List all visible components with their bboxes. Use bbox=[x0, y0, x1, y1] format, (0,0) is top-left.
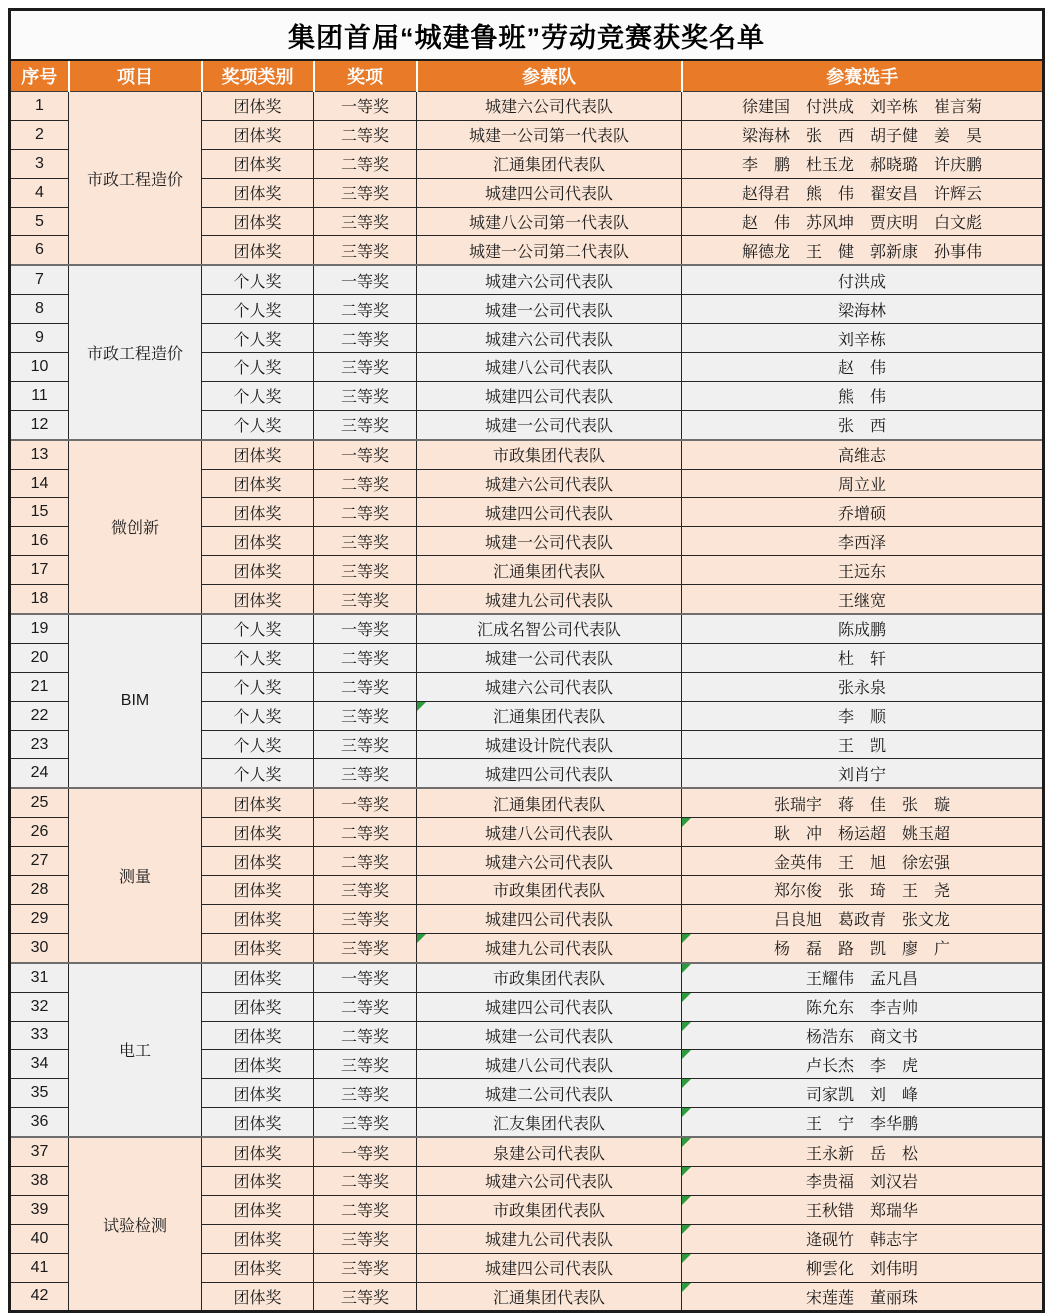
row-number-cell: 22 bbox=[10, 701, 69, 730]
team-name-cell: 城建六公司代表队 bbox=[417, 672, 682, 701]
team-name-cell: 城建六公司代表队 bbox=[417, 324, 682, 353]
award-level-cell: 三等奖 bbox=[314, 1050, 417, 1079]
award-level-cell: 三等奖 bbox=[314, 207, 417, 236]
project-cell: 电工 bbox=[69, 963, 202, 1137]
award-category-cell: 个人奖 bbox=[202, 701, 314, 730]
award-category-cell: 团体奖 bbox=[202, 1282, 314, 1312]
players-cell: 王远东 bbox=[682, 556, 1044, 585]
row-number-cell: 13 bbox=[10, 440, 69, 469]
players-cell: 逄砚竹 韩志宇 bbox=[682, 1224, 1044, 1253]
award-level-cell: 三等奖 bbox=[314, 410, 417, 439]
award-category-cell: 团体奖 bbox=[202, 1108, 314, 1137]
row-number-cell: 34 bbox=[10, 1050, 69, 1079]
row-number-cell: 16 bbox=[10, 527, 69, 556]
row-number-cell: 27 bbox=[10, 847, 69, 876]
table-row bbox=[10, 1137, 1044, 1166]
project-cell: 微创新 bbox=[69, 440, 202, 614]
awards-sheet bbox=[8, 8, 1042, 1313]
team-name-cell: 城建八公司代表队 bbox=[417, 818, 682, 847]
award-level-cell: 三等奖 bbox=[314, 381, 417, 410]
award-category-cell: 团体奖 bbox=[202, 527, 314, 556]
column-header: 项目 bbox=[69, 60, 202, 92]
row-number-cell: 2 bbox=[10, 120, 69, 149]
award-level-cell: 三等奖 bbox=[314, 585, 417, 614]
players-cell: 张瑞宇 蒋 佳 张 璇 bbox=[682, 788, 1044, 817]
row-number-cell: 41 bbox=[10, 1253, 69, 1282]
award-category-cell: 个人奖 bbox=[202, 324, 314, 353]
team-name-cell: 汇成名智公司代表队 bbox=[417, 614, 682, 643]
players-cell: 李 鹏 杜玉龙 郝晓璐 许庆鹏 bbox=[682, 149, 1044, 178]
players-cell: 陈成鹏 bbox=[682, 614, 1044, 643]
team-name-cell: 汇通集团代表队 bbox=[417, 149, 682, 178]
award-level-cell: 三等奖 bbox=[314, 1108, 417, 1137]
team-name-cell: 城建九公司代表队 bbox=[417, 1224, 682, 1253]
award-level-cell: 三等奖 bbox=[314, 236, 417, 265]
players-cell: 杨 磊 路 凯 廖 广 bbox=[682, 933, 1044, 962]
award-level-cell: 三等奖 bbox=[314, 1282, 417, 1312]
team-name-cell: 汇通集团代表队 bbox=[417, 1282, 682, 1312]
comment-marker-icon bbox=[682, 934, 691, 943]
team-name-cell: 城建二公司代表队 bbox=[417, 1079, 682, 1108]
award-category-cell: 团体奖 bbox=[202, 1195, 314, 1224]
award-category-cell: 团体奖 bbox=[202, 788, 314, 817]
column-header: 参赛队 bbox=[417, 60, 682, 92]
comment-marker-icon bbox=[682, 1022, 691, 1031]
award-category-cell: 个人奖 bbox=[202, 759, 314, 788]
award-category-cell: 团体奖 bbox=[202, 207, 314, 236]
players-cell: 王 凯 bbox=[682, 730, 1044, 759]
row-number-cell: 20 bbox=[10, 643, 69, 672]
players-cell: 吕良旭 葛政青 张文龙 bbox=[682, 904, 1044, 933]
award-level-cell: 二等奖 bbox=[314, 324, 417, 353]
award-category-cell: 团体奖 bbox=[202, 904, 314, 933]
players-cell: 张 西 bbox=[682, 410, 1044, 439]
award-level-cell: 一等奖 bbox=[314, 265, 417, 294]
project-cell: 测量 bbox=[69, 788, 202, 962]
award-level-cell: 三等奖 bbox=[314, 759, 417, 788]
team-name-cell: 城建设计院代表队 bbox=[417, 730, 682, 759]
award-level-cell: 三等奖 bbox=[314, 904, 417, 933]
award-level-cell: 三等奖 bbox=[314, 701, 417, 730]
award-level-cell: 三等奖 bbox=[314, 353, 417, 382]
players-cell: 高维志 bbox=[682, 440, 1044, 469]
players-cell: 陈允东 李吉帅 bbox=[682, 992, 1044, 1021]
team-name-cell: 城建四公司代表队 bbox=[417, 1253, 682, 1282]
team-name-cell: 城建九公司代表队 bbox=[417, 585, 682, 614]
row-number-cell: 17 bbox=[10, 556, 69, 585]
award-level-cell: 一等奖 bbox=[314, 614, 417, 643]
column-header: 参赛选手 bbox=[682, 60, 1044, 92]
award-category-cell: 团体奖 bbox=[202, 1021, 314, 1050]
row-number-cell: 5 bbox=[10, 207, 69, 236]
header-row bbox=[10, 60, 1044, 92]
players-cell: 赵 伟 bbox=[682, 353, 1044, 382]
players-cell: 金英伟 王 旭 徐宏强 bbox=[682, 847, 1044, 876]
team-name-cell: 城建八公司代表队 bbox=[417, 353, 682, 382]
comment-marker-icon bbox=[682, 964, 691, 973]
players-cell: 赵得君 熊 伟 翟安昌 许辉云 bbox=[682, 178, 1044, 207]
team-name-cell: 市政集团代表队 bbox=[417, 1195, 682, 1224]
team-name-cell: 城建四公司代表队 bbox=[417, 178, 682, 207]
team-name-cell: 汇通集团代表队 bbox=[417, 701, 682, 730]
comment-marker-icon bbox=[682, 993, 691, 1002]
award-category-cell: 团体奖 bbox=[202, 847, 314, 876]
row-number-cell: 9 bbox=[10, 324, 69, 353]
players-cell: 李贵福 刘汉岩 bbox=[682, 1166, 1044, 1195]
award-level-cell: 二等奖 bbox=[314, 992, 417, 1021]
award-level-cell: 二等奖 bbox=[314, 469, 417, 498]
award-category-cell: 团体奖 bbox=[202, 469, 314, 498]
players-cell: 赵 伟 苏风坤 贾庆明 白文彪 bbox=[682, 207, 1044, 236]
team-name-cell: 城建一公司代表队 bbox=[417, 643, 682, 672]
comment-marker-icon bbox=[682, 1050, 691, 1059]
row-number-cell: 32 bbox=[10, 992, 69, 1021]
team-name-cell: 城建六公司代表队 bbox=[417, 469, 682, 498]
row-number-cell: 25 bbox=[10, 788, 69, 817]
award-level-cell: 二等奖 bbox=[314, 1166, 417, 1195]
team-name-cell: 城建四公司代表队 bbox=[417, 759, 682, 788]
project-cell: 试验检测 bbox=[69, 1137, 202, 1312]
players-cell: 周立业 bbox=[682, 469, 1044, 498]
row-number-cell: 8 bbox=[10, 295, 69, 324]
team-name-cell: 城建四公司代表队 bbox=[417, 904, 682, 933]
column-header: 奖项类别 bbox=[202, 60, 314, 92]
team-name-cell: 城建六公司代表队 bbox=[417, 847, 682, 876]
award-category-cell: 团体奖 bbox=[202, 1166, 314, 1195]
comment-marker-icon bbox=[682, 1254, 691, 1263]
column-header: 序号 bbox=[10, 60, 69, 92]
award-category-cell: 个人奖 bbox=[202, 410, 314, 439]
award-category-cell: 团体奖 bbox=[202, 933, 314, 962]
award-level-cell: 三等奖 bbox=[314, 730, 417, 759]
row-number-cell: 18 bbox=[10, 585, 69, 614]
team-name-cell: 城建八公司代表队 bbox=[417, 1050, 682, 1079]
award-level-cell: 二等奖 bbox=[314, 149, 417, 178]
players-cell: 李西泽 bbox=[682, 527, 1044, 556]
team-name-cell: 城建四公司代表队 bbox=[417, 498, 682, 527]
award-category-cell: 团体奖 bbox=[202, 992, 314, 1021]
players-cell: 司家凯 刘 峰 bbox=[682, 1079, 1044, 1108]
table-row bbox=[10, 963, 1044, 992]
row-number-cell: 39 bbox=[10, 1195, 69, 1224]
comment-marker-icon bbox=[682, 818, 691, 827]
players-cell: 宋莲莲 董丽珠 bbox=[682, 1282, 1044, 1312]
award-category-cell: 团体奖 bbox=[202, 498, 314, 527]
comment-marker-icon bbox=[682, 1167, 691, 1176]
players-cell: 刘辛栋 bbox=[682, 324, 1044, 353]
project-cell: 市政工程造价 bbox=[69, 92, 202, 266]
players-cell: 梁海林 张 西 胡子健 姜 昊 bbox=[682, 120, 1044, 149]
team-name-cell: 城建六公司代表队 bbox=[417, 1166, 682, 1195]
players-cell: 杨浩东 商文书 bbox=[682, 1021, 1044, 1050]
award-level-cell: 三等奖 bbox=[314, 527, 417, 556]
row-number-cell: 1 bbox=[10, 92, 69, 121]
row-number-cell: 24 bbox=[10, 759, 69, 788]
award-level-cell: 三等奖 bbox=[314, 1253, 417, 1282]
players-cell: 柳雲化 刘伟明 bbox=[682, 1253, 1044, 1282]
row-number-cell: 26 bbox=[10, 818, 69, 847]
award-level-cell: 三等奖 bbox=[314, 876, 417, 905]
award-level-cell: 二等奖 bbox=[314, 847, 417, 876]
players-cell: 解德龙 王 健 郭新康 孙事伟 bbox=[682, 236, 1044, 265]
award-level-cell: 二等奖 bbox=[314, 120, 417, 149]
players-cell: 熊 伟 bbox=[682, 381, 1044, 410]
row-number-cell: 35 bbox=[10, 1079, 69, 1108]
row-number-cell: 28 bbox=[10, 876, 69, 905]
row-number-cell: 38 bbox=[10, 1166, 69, 1195]
award-category-cell: 个人奖 bbox=[202, 381, 314, 410]
row-number-cell: 40 bbox=[10, 1224, 69, 1253]
team-name-cell: 市政集团代表队 bbox=[417, 876, 682, 905]
players-cell: 张永泉 bbox=[682, 672, 1044, 701]
row-number-cell: 23 bbox=[10, 730, 69, 759]
comment-marker-icon bbox=[682, 1225, 691, 1234]
title-row bbox=[10, 10, 1044, 61]
table-row bbox=[10, 788, 1044, 817]
award-level-cell: 一等奖 bbox=[314, 1137, 417, 1166]
team-name-cell: 汇通集团代表队 bbox=[417, 788, 682, 817]
row-number-cell: 29 bbox=[10, 904, 69, 933]
award-category-cell: 个人奖 bbox=[202, 643, 314, 672]
team-name-cell: 城建一公司代表队 bbox=[417, 295, 682, 324]
comment-marker-icon bbox=[682, 1108, 691, 1117]
award-category-cell: 团体奖 bbox=[202, 1050, 314, 1079]
team-name-cell: 城建九公司代表队 bbox=[417, 933, 682, 962]
players-cell: 付洪成 bbox=[682, 265, 1044, 294]
table-row bbox=[10, 440, 1044, 469]
team-name-cell: 城建一公司第二代表队 bbox=[417, 236, 682, 265]
team-name-cell: 城建六公司代表队 bbox=[417, 92, 682, 121]
awards-table-body bbox=[10, 92, 1044, 1312]
players-cell: 王 宁 李华鹏 bbox=[682, 1108, 1044, 1137]
award-level-cell: 二等奖 bbox=[314, 295, 417, 324]
team-name-cell: 城建一公司代表队 bbox=[417, 410, 682, 439]
award-level-cell: 三等奖 bbox=[314, 933, 417, 962]
row-number-cell: 4 bbox=[10, 178, 69, 207]
award-level-cell: 二等奖 bbox=[314, 1021, 417, 1050]
team-name-cell: 城建一公司第一代表队 bbox=[417, 120, 682, 149]
row-number-cell: 37 bbox=[10, 1137, 69, 1166]
award-level-cell: 二等奖 bbox=[314, 1195, 417, 1224]
award-level-cell: 一等奖 bbox=[314, 440, 417, 469]
players-cell: 王耀伟 孟凡昌 bbox=[682, 963, 1044, 992]
players-cell: 王继宽 bbox=[682, 585, 1044, 614]
award-level-cell: 三等奖 bbox=[314, 556, 417, 585]
award-category-cell: 团体奖 bbox=[202, 178, 314, 207]
row-number-cell: 21 bbox=[10, 672, 69, 701]
award-level-cell: 一等奖 bbox=[314, 788, 417, 817]
players-cell: 徐建国 付洪成 刘辛栋 崔言菊 bbox=[682, 92, 1044, 121]
players-cell: 卢长杰 李 虎 bbox=[682, 1050, 1044, 1079]
players-cell: 王永新 岳 松 bbox=[682, 1137, 1044, 1166]
team-name-cell: 汇通集团代表队 bbox=[417, 556, 682, 585]
awards-table bbox=[8, 8, 1045, 1313]
row-number-cell: 36 bbox=[10, 1108, 69, 1137]
table-row bbox=[10, 614, 1044, 643]
players-cell: 李 顺 bbox=[682, 701, 1044, 730]
row-number-cell: 3 bbox=[10, 149, 69, 178]
team-name-cell: 市政集团代表队 bbox=[417, 440, 682, 469]
award-category-cell: 个人奖 bbox=[202, 730, 314, 759]
award-category-cell: 团体奖 bbox=[202, 585, 314, 614]
comment-marker-icon bbox=[417, 702, 426, 711]
comment-marker-icon bbox=[682, 1079, 691, 1088]
award-level-cell: 一等奖 bbox=[314, 92, 417, 121]
table-row bbox=[10, 265, 1044, 294]
team-name-cell: 城建六公司代表队 bbox=[417, 265, 682, 294]
team-name-cell: 城建一公司代表队 bbox=[417, 527, 682, 556]
award-category-cell: 团体奖 bbox=[202, 149, 314, 178]
row-number-cell: 42 bbox=[10, 1282, 69, 1312]
team-name-cell: 城建四公司代表队 bbox=[417, 381, 682, 410]
row-number-cell: 12 bbox=[10, 410, 69, 439]
award-category-cell: 个人奖 bbox=[202, 265, 314, 294]
award-category-cell: 团体奖 bbox=[202, 818, 314, 847]
players-cell: 王秋错 郑瑞华 bbox=[682, 1195, 1044, 1224]
award-category-cell: 团体奖 bbox=[202, 92, 314, 121]
page-title: 集团首届“城建鲁班”劳动竞赛获奖名单 bbox=[10, 10, 1044, 61]
award-category-cell: 个人奖 bbox=[202, 353, 314, 382]
team-name-cell: 泉建公司代表队 bbox=[417, 1137, 682, 1166]
project-cell: 市政工程造价 bbox=[69, 265, 202, 439]
column-header: 奖项 bbox=[314, 60, 417, 92]
row-number-cell: 7 bbox=[10, 265, 69, 294]
award-category-cell: 团体奖 bbox=[202, 440, 314, 469]
row-number-cell: 31 bbox=[10, 963, 69, 992]
comment-marker-icon bbox=[417, 934, 426, 943]
row-number-cell: 30 bbox=[10, 933, 69, 962]
comment-marker-icon bbox=[682, 1196, 691, 1205]
row-number-cell: 11 bbox=[10, 381, 69, 410]
project-cell: BIM bbox=[69, 614, 202, 788]
award-category-cell: 团体奖 bbox=[202, 236, 314, 265]
row-number-cell: 15 bbox=[10, 498, 69, 527]
row-number-cell: 6 bbox=[10, 236, 69, 265]
row-number-cell: 19 bbox=[10, 614, 69, 643]
table-row bbox=[10, 92, 1044, 121]
team-name-cell: 城建一公司代表队 bbox=[417, 1021, 682, 1050]
players-cell: 耿 冲 杨运超 姚玉超 bbox=[682, 818, 1044, 847]
award-level-cell: 一等奖 bbox=[314, 963, 417, 992]
award-level-cell: 二等奖 bbox=[314, 818, 417, 847]
award-level-cell: 二等奖 bbox=[314, 672, 417, 701]
award-level-cell: 二等奖 bbox=[314, 498, 417, 527]
award-level-cell: 三等奖 bbox=[314, 1079, 417, 1108]
award-level-cell: 三等奖 bbox=[314, 1224, 417, 1253]
award-category-cell: 团体奖 bbox=[202, 963, 314, 992]
award-category-cell: 个人奖 bbox=[202, 295, 314, 324]
award-category-cell: 团体奖 bbox=[202, 120, 314, 149]
players-cell: 乔增硕 bbox=[682, 498, 1044, 527]
players-cell: 杜 轩 bbox=[682, 643, 1044, 672]
award-category-cell: 团体奖 bbox=[202, 1137, 314, 1166]
award-level-cell: 二等奖 bbox=[314, 643, 417, 672]
row-number-cell: 33 bbox=[10, 1021, 69, 1050]
award-category-cell: 团体奖 bbox=[202, 876, 314, 905]
award-category-cell: 团体奖 bbox=[202, 1253, 314, 1282]
team-name-cell: 城建四公司代表队 bbox=[417, 992, 682, 1021]
row-number-cell: 14 bbox=[10, 469, 69, 498]
award-category-cell: 团体奖 bbox=[202, 1079, 314, 1108]
comment-marker-icon bbox=[682, 1138, 691, 1147]
award-level-cell: 三等奖 bbox=[314, 178, 417, 207]
players-cell: 梁海林 bbox=[682, 295, 1044, 324]
award-category-cell: 个人奖 bbox=[202, 614, 314, 643]
team-name-cell: 汇友集团代表队 bbox=[417, 1108, 682, 1137]
award-category-cell: 个人奖 bbox=[202, 672, 314, 701]
players-cell: 刘肖宁 bbox=[682, 759, 1044, 788]
team-name-cell: 市政集团代表队 bbox=[417, 963, 682, 992]
award-category-cell: 团体奖 bbox=[202, 556, 314, 585]
team-name-cell: 城建八公司第一代表队 bbox=[417, 207, 682, 236]
row-number-cell: 10 bbox=[10, 353, 69, 382]
comment-marker-icon bbox=[682, 1283, 691, 1292]
players-cell: 郑尔俊 张 琦 王 尧 bbox=[682, 876, 1044, 905]
award-category-cell: 团体奖 bbox=[202, 1224, 314, 1253]
